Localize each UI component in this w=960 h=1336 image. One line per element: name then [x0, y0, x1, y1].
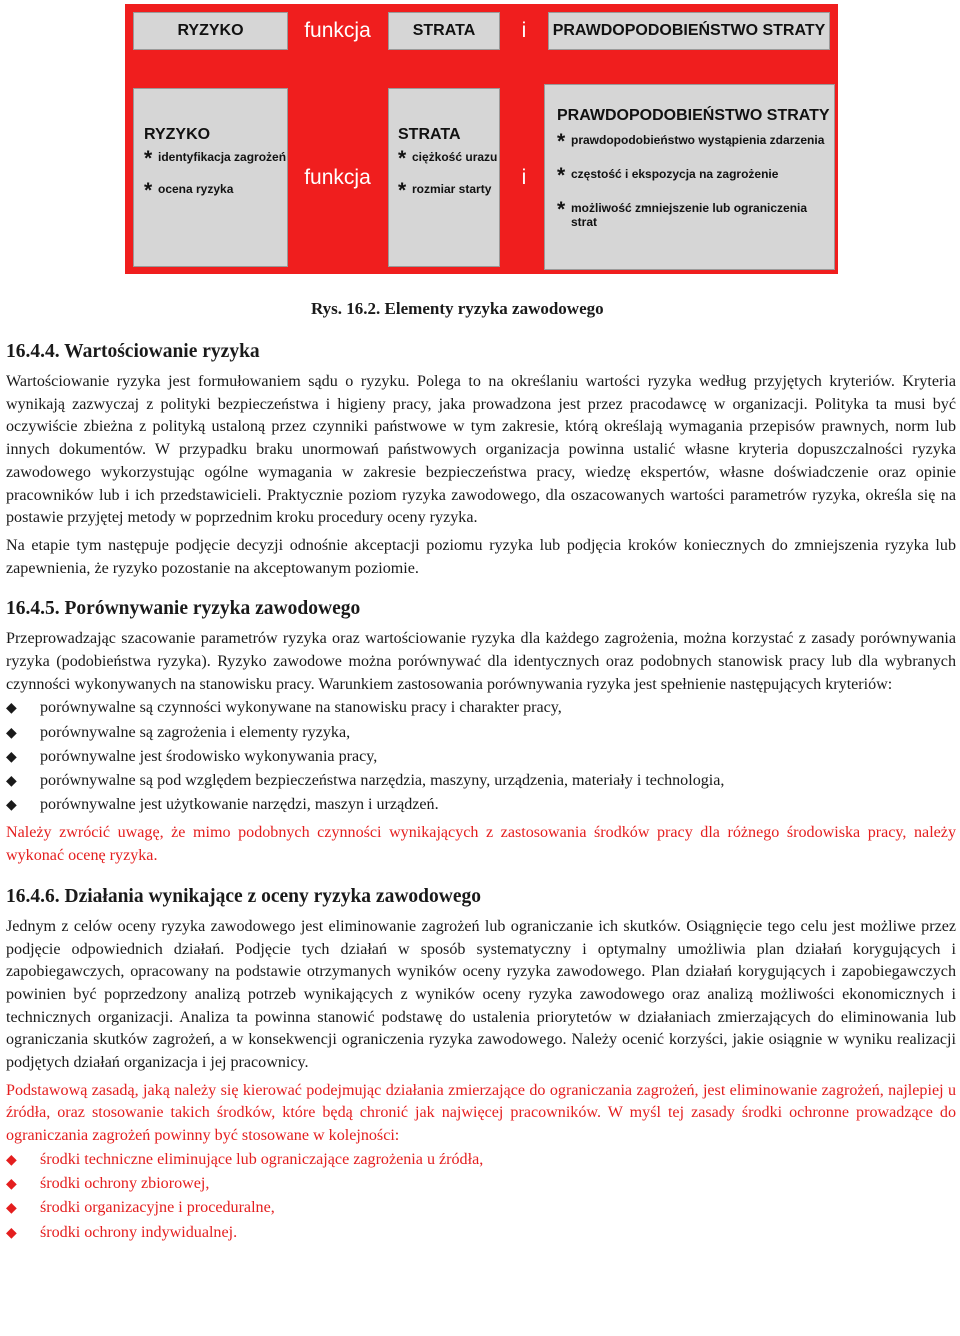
diamond-bullet-icon: ◆ [6, 797, 17, 814]
diamond-bullet-icon: ◆ [6, 724, 17, 741]
list-item: ◆ środki ochrony zbiorowej, [6, 1172, 956, 1196]
probability-box-top: PRAWDOPODOBIEŃSTWO STRATY [548, 12, 830, 50]
protection-measures-list [6, 1148, 956, 1245]
document-body [6, 340, 956, 1245]
section-heading-comparison: 16.4.5. Porównywanie ryzyka zawodowego [6, 598, 361, 620]
diamond-bullet-icon: ◆ [6, 1151, 17, 1168]
figure-caption: Rys. 16.2. Elementy ryzyka zawodowego [311, 299, 604, 318]
risk-box-top: RYZYKO [133, 12, 288, 50]
diamond-bullet-icon: ◆ [6, 773, 17, 790]
probability-item: * możliwość zmniejszenie lub ograniczenia strat [557, 198, 808, 229]
and-operator-detail: i [521, 165, 527, 189]
list-item: ◆ porównywalne jest użytkowanie narzędzi, maszyn i urządzeń. [6, 793, 956, 817]
criteria-list [6, 696, 956, 817]
and-operator-top: i [521, 19, 527, 42]
probability-box-detail [544, 84, 835, 270]
paragraph: Wartościowanie ryzyka jest formułowaniem sądu o ryzyku. Polega to na określaniu wartości ryzyka według przyjętych kryteriów. Kryteria wynikają zazwyczaj z polityki bezpieczeństwa i higieny pracy, jaka prowadzona jest przez pracodawcę w organizacji. Polityka ta musi być oczywiście zbieżna z polityką ustaloną przez czynniki państwowe w tym zakresie, którą określają wymagania przepisów prawnych, norm lub innych dokumentów. W przypadku braku unormowań państwowych organizacja powinna ustalić własne kryteria dopuszczalności ryzyka zawodowego wykorzystując ogólne wymagania w zakresie bezpieczeństwa pracy, wiedzę ekspertów, własne doświadczenie oraz opinie pracowników lub i ich przedstawicieli. Praktycznie poziom ryzyka zawodowego, dla oszacowanych wartości parametrów ryzyka, określa się na postawie przyjętej metody w poprzednim kroku procedury oceny ryzyka. [6, 373, 956, 527]
diamond-bullet-icon: ◆ [6, 700, 17, 717]
probability-item: * prawdopodobieństwo wystąpienia zdarzenia [557, 130, 825, 153]
loss-item: * ciężkość urazu [398, 147, 498, 170]
loss-box-top: STRATA [388, 12, 500, 50]
important-note: Należy zwrócić uwagę, że mimo podobnych czynności wynikających z zastosowania środków pracy dla różnego środowiska pracy, należy wykonać ocenę ryzyka. [6, 824, 956, 865]
diamond-bullet-icon: ◆ [6, 748, 17, 765]
list-item: ◆ porównywalne są pod względem bezpieczeństwa narzędzia, maszyny, urządzenia, materiały i technologia, [6, 769, 956, 793]
function-operator-detail: funkcja [304, 165, 371, 189]
risk-title: RYZYKO [144, 126, 211, 143]
probability-item: * częstość i ekspozycja na zagrożenie [557, 164, 779, 187]
probability-title: PRAWDOPODOBIEŃSTWO STRATY [557, 107, 830, 124]
loss-title: STRATA [398, 126, 461, 143]
list-item: ◆ porównywalne jest środowisko wykonywania pracy, [6, 745, 956, 769]
risk-item: * identyfikacja zagrożeń [144, 147, 287, 170]
diamond-bullet-icon: ◆ [6, 1200, 17, 1217]
list-item: ◆ środki organizacyjne i proceduralne, [6, 1196, 956, 1220]
loss-item: * rozmiar starty [398, 179, 492, 202]
diamond-bullet-icon: ◆ [6, 1176, 17, 1193]
list-item: ◆ środki ochrony indywidualnej. [6, 1221, 956, 1245]
risk-item: * ocena ryzyka [144, 179, 234, 202]
section-heading-valuation: 16.4.4. Wartościowanie ryzyka [6, 341, 260, 362]
loss-box-detail [388, 88, 500, 267]
paragraph: Przeprowadzając szacowanie parametrów ryzyka oraz wartościowanie ryzyka dla każdego zagrożenia, można korzystać z zasady porównywania ryzyka (podobieństwa ryzyka). Ryzyko zawodowe można porównywać dla identycznych oraz podobnych stanowisk pracy lub dla wybranych czynności wykonywanych na stanowisku pracy. Warunkiem zastosowania porównywania ryzyka jest spełnienie następujących kryteriów: [6, 630, 956, 693]
important-note: Podstawową zasadą, jaką należy się kierować podejmując działania zmierzające do ograniczania zagrożeń, jest eliminowanie zagrożeń, najlepiej u źródła, oraz stosowanie takich środków, które będą chronić jak najwięcej pracowników. W myśl tej zasady środki ochronne prowadzące do ograniczania zagrożeń powinny być stosowane w kolejności: [6, 1081, 956, 1145]
list-item: ◆ środki techniczne eliminujące lub ograniczające zagrożenia u źródła, [6, 1148, 956, 1172]
list-item: ◆ porównywalne są czynności wykonywane na stanowisku pracy i charakter pracy, [6, 696, 956, 720]
paragraph: Na etapie tym następuje podjęcie decyzji odnośnie akceptacji poziomu ryzyka lub podjęcia kroków koniecznych do zmniejszenia ryzyka lub zapewnienia, że ryzyko pozostanie na akceptowanym poziomie. [6, 536, 956, 577]
function-operator-top: funkcja [304, 19, 371, 42]
risk-box-detail [133, 88, 288, 267]
diamond-bullet-icon: ◆ [6, 1224, 17, 1241]
risk-elements-diagram [125, 4, 838, 274]
list-item: ◆ porównywalne są zagrożenia i elementy ryzyka, [6, 721, 956, 745]
section-heading-actions: 16.4.6. Działania wynikające z oceny ryzyka zawodowego [6, 885, 481, 907]
paragraph: Jednym z celów oceny ryzyka zawodowego jest eliminowanie zagrożeń lub ograniczanie ich skutków. Osiągnięcie tego celu jest możliwe przez podjęcie odpowiednich działań. Podjęcie tych działań w sposób systematyczny i optymalny umożliwia plan działań korygujących i zapobiegawczych, opracowany na podstawie otrzymanych wyników oceny ryzyka zawodowego. Plan działań korygujących i zapobiegawczych powinien być poprzedzony analizą potrzeb wynikających z wyników oceny ryzyka zawodowego oraz analizą możliwości ekonomicznych i technicznych organizacji. Analiza ta powinna stanowić podstawę do ustalenia priorytetów w działaniach zmierzających do eliminowania lub ograniczania skutków zagrożeń, a w konsekwencji ograniczenia ryzyka zawodowego. Należy ocenić korzyści, jakie osiągnie w wyniku realizacji podjętych działań organizacja i jej pracownicy. [6, 917, 956, 1072]
